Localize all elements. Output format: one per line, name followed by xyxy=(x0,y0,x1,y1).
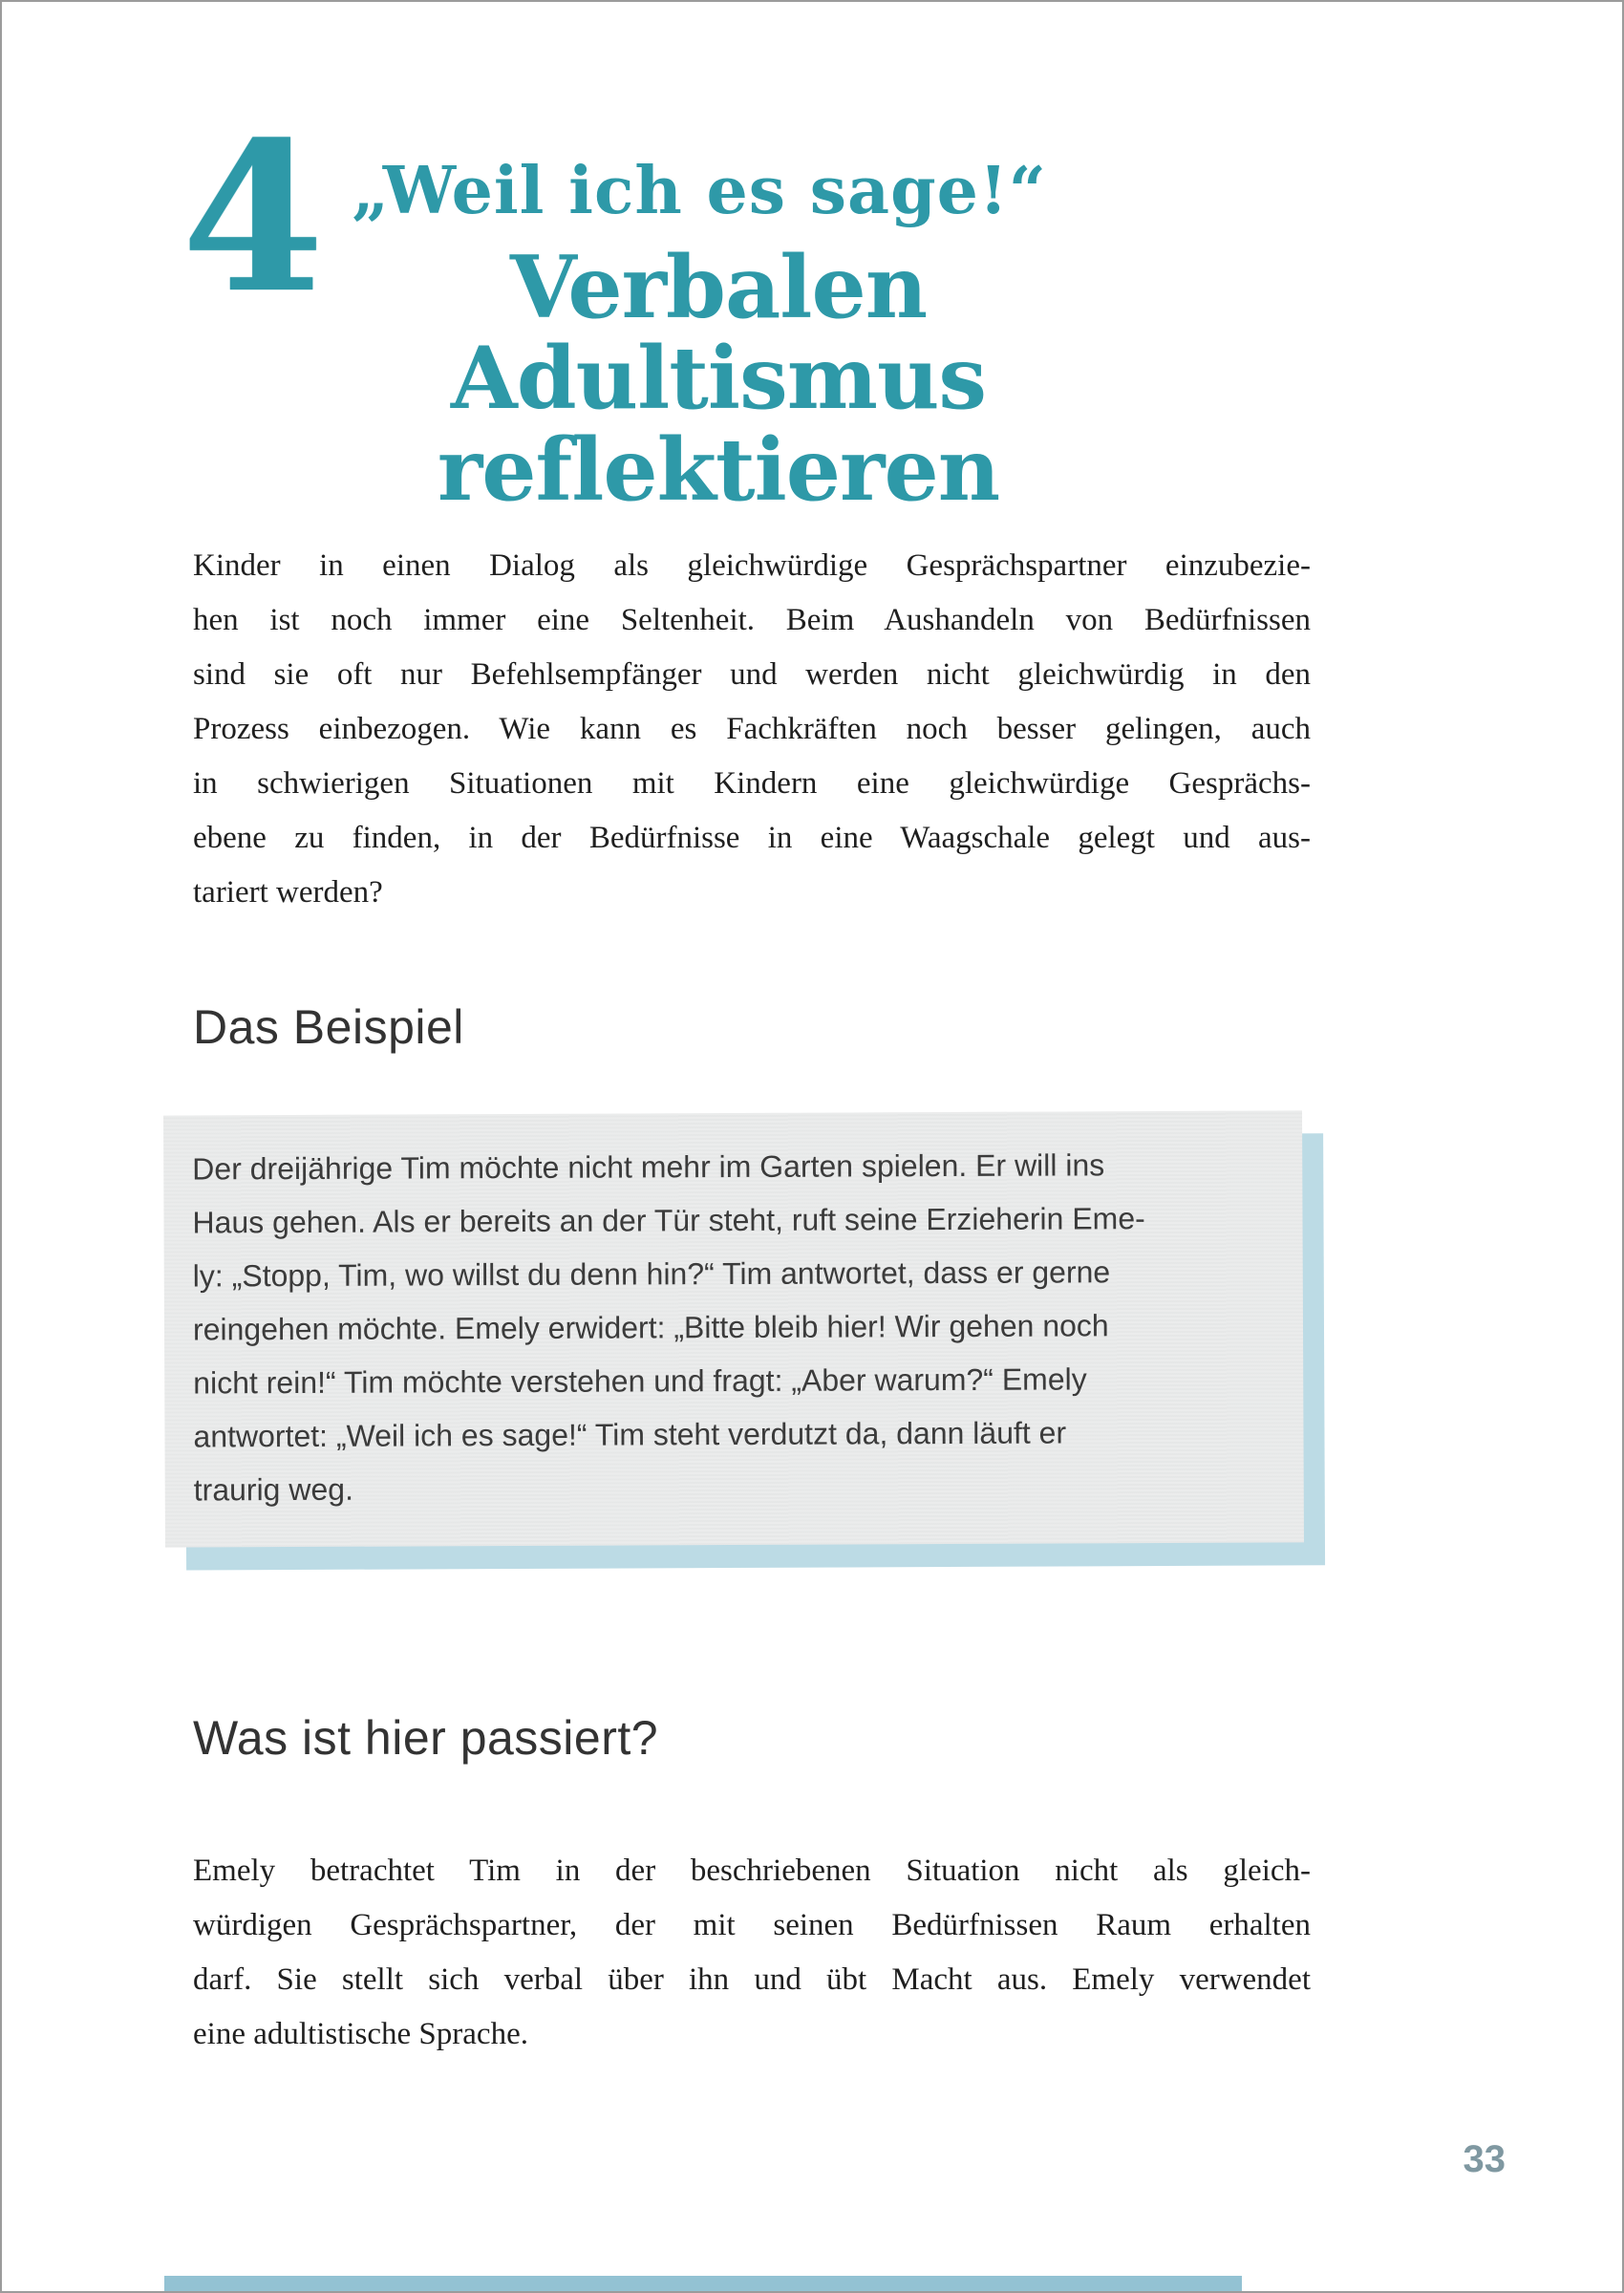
chapter-number: 4 xyxy=(182,96,319,338)
chapter-kicker: „Weil ich es sage!“ xyxy=(352,153,1047,229)
footer-bar-decoration xyxy=(164,2276,1242,2291)
section-heading-beispiel: Das Beispiel xyxy=(193,1000,464,1054)
section-heading-passiert: Was ist hier passiert? xyxy=(193,1711,659,1765)
chapter-title-line-2: reflektieren xyxy=(437,418,1000,521)
example-text: Der dreijährige Tim möchte nicht mehr im Garten spielen. Er will ins Haus gehen. Als er bereits an der Tür steht, ruft seine Erzieherin Eme- ly: „Stopp, Tim, wo willst du denn hin?“ Tim antwortet, dass er gerne reingehen möchte. Emely erwidert: „Bitte bleib hier! Wir gehen noch nicht rein!“ Tim möchte verstehen und fragt: „Aber warum?“ Emely antwortet: „Weil ich es sage!“ Tim steht verdutzt da, dann läuft er traurig weg. xyxy=(192,1147,1145,1508)
page-number: 33 xyxy=(1463,2138,1506,2180)
chapter-header xyxy=(288,153,1148,521)
intro-paragraph: Kinder in einen Dialog als gleichwürdige Gesprächspartner einzubezie- hen ist noch immer eine Seltenheit. Beim Aushandeln von Bedürfnissen sind sie oft nur Befehlsempfänger und werden nicht gleichwürdig in den Prozess einbezogen. Wie kann es Fachkräften noch besser gelingen, auch in schwierigen Situationen mit Kindern eine gleichwürdige Gesprächs- ebene zu finden, in der Bedürfnisse in eine Waagschale gelegt und aus- tariert werden? xyxy=(193,548,1311,910)
chapter-title-line-1: Verbalen Adultismus xyxy=(450,237,987,430)
analysis-paragraph: Emely betrachtet Tim in der beschriebenen Situation nicht als gleich- würdigen Gesprächspartner, der mit seinen Bedürfnissen Raum erhalten darf. Sie stellt sich verbal über ihn und übt Macht aus. Emely verwendet eine adultistische Sprache. xyxy=(193,1854,1311,2051)
example-box xyxy=(163,1110,1304,1547)
chapter-title xyxy=(288,237,1148,521)
